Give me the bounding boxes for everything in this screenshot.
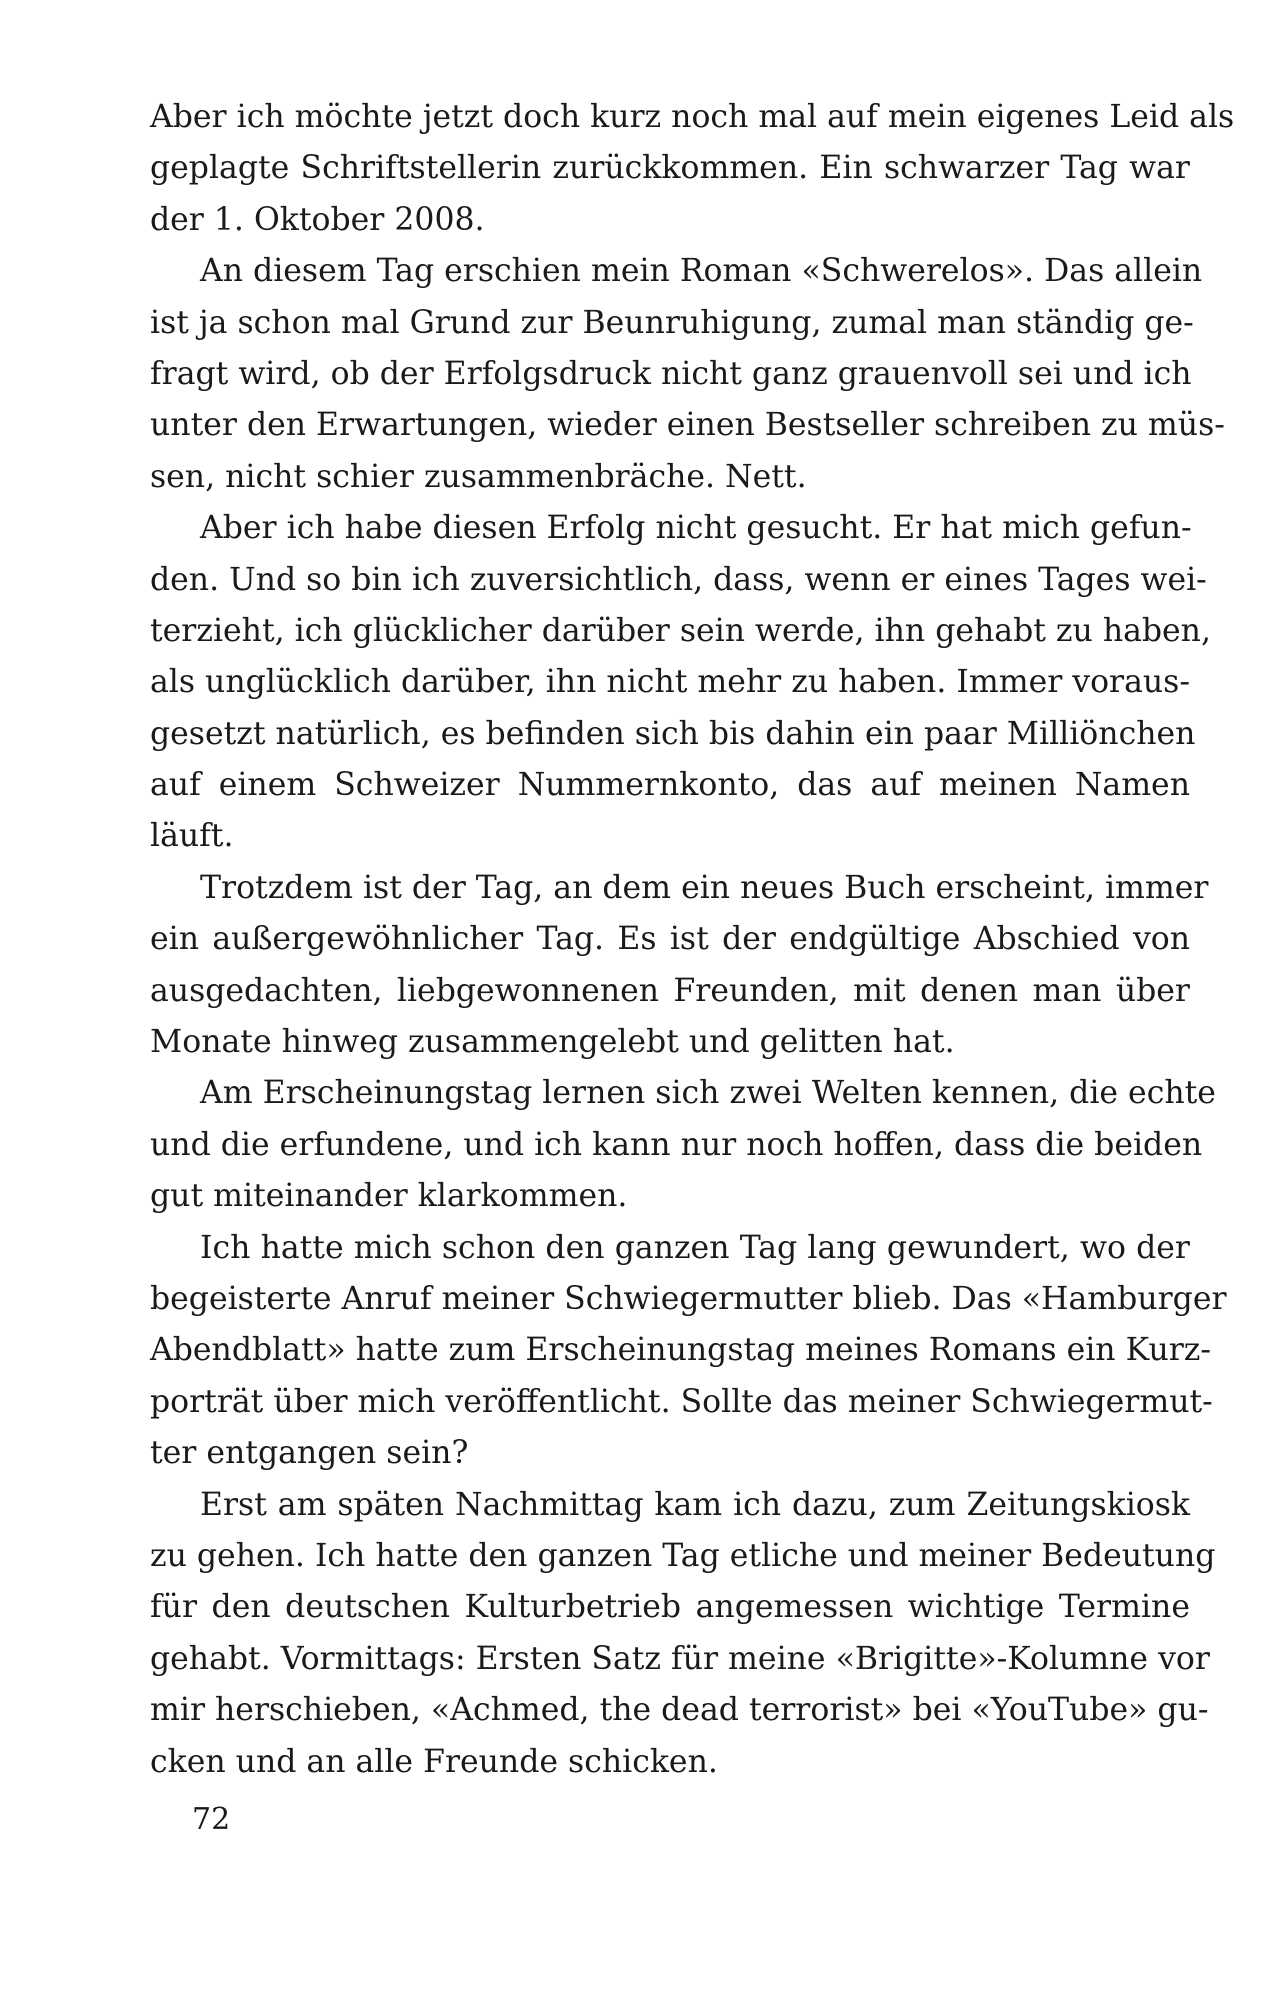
text-line: cken und an alle Freunde schicken. — [150, 1743, 718, 1780]
text-line: läuft. — [150, 818, 234, 855]
text-line: Trotzdem ist der Tag, an dem ein neues Buch erscheint, immer — [200, 869, 1209, 906]
text-line: geplagte Schriftstellerin zurückkommen. Ein schwarzer Tag war — [150, 150, 1190, 187]
text-line: fragt wird, ob der Erfolgsdruck nicht ganz grauenvoll sei und ich — [150, 355, 1192, 392]
paragraph — [150, 1068, 1216, 1222]
text-line: Erst am späten Nachmittag kam ich dazu, zum Zeitungskiosk — [200, 1486, 1190, 1523]
page-number: 72 — [192, 1802, 231, 1837]
text-line: mir herschieben, «Achmed, the dead terrorist» bei «YouTube» gu- — [150, 1692, 1209, 1729]
text-line: ist ja schon mal Grund zur Beunruhigung, zumal man ständig ge- — [150, 304, 1194, 341]
paragraph — [150, 1480, 1216, 1788]
text-line: Abendblatt» hatte zum Erscheinungstag meines Romans ein Kurz- — [150, 1332, 1212, 1369]
text-line: für den deutschen Kulturbetrieb angemessen wichtige Termine — [150, 1589, 1190, 1626]
text-line: begeisterte Anruf meiner Schwiegermutter blieb. Das «Hamburger — [150, 1280, 1227, 1317]
text-line: unter den Erwartungen, wieder einen Bestseller schreiben zu müs- — [150, 407, 1225, 444]
text-line: als unglücklich darüber, ihn nicht mehr zu haben. Immer voraus- — [150, 664, 1190, 701]
text-line: Ich hatte mich schon den ganzen Tag lang gewundert, wo der — [200, 1229, 1190, 1266]
text-line: Aber ich habe diesen Erfolg nicht gesucht. Er hat mich gefun- — [200, 510, 1192, 547]
text-line: auf einem Schweizer Nummernkonto, das auf meinen Namen — [150, 767, 1190, 804]
paragraph — [150, 1223, 1227, 1480]
text-line: An diesem Tag erschien mein Roman «Schwerelos». Das allein — [200, 253, 1203, 290]
text-line: den. Und so bin ich zuversichtlich, dass, wenn er eines Tages wei- — [150, 561, 1207, 598]
text-line: ein außergewöhnlicher Tag. Es ist der endgültige Abschied von — [150, 921, 1190, 958]
paragraph — [150, 92, 1235, 246]
text-line: gesetzt natürlich, es befinden sich bis dahin ein paar Milliönchen — [150, 715, 1196, 752]
paragraph — [150, 863, 1209, 1069]
text-line: der 1. Oktober 2008. — [150, 201, 485, 238]
text-line: Aber ich möchte jetzt doch kurz noch mal auf mein eigenes Leid als — [150, 99, 1235, 135]
text-line: sen, nicht schier zusammenbräche. Nett. — [150, 458, 807, 495]
body-text — [150, 92, 1235, 1788]
text-line: und die erfundene, und ich kann nur noch hoffen, dass die beiden — [150, 1126, 1203, 1163]
text-line: Monate hinweg zusammengelebt und gelitten hat. — [150, 1024, 955, 1061]
text-line: ter entgangen sein? — [150, 1435, 469, 1472]
text-line: zu gehen. Ich hatte den ganzen Tag etliche und meiner Bedeutung — [150, 1537, 1216, 1574]
text-line: Am Erscheinungstag lernen sich zwei Welten kennen, die echte — [200, 1075, 1216, 1112]
paragraph — [150, 246, 1225, 503]
paragraph — [150, 503, 1211, 863]
text-line: terzieht, ich glücklicher darüber sein werde, ihn gehabt zu haben, — [150, 612, 1211, 649]
text-line: gut miteinander klarkommen. — [150, 1178, 628, 1215]
text-line: ausgedachten, liebgewonnenen Freunden, mit denen man über — [150, 972, 1190, 1009]
text-line: gehabt. Vormittags: Ersten Satz für meine «Brigitte»-Kolumne vor — [150, 1640, 1210, 1677]
text-line: porträt über mich veröffentlicht. Sollte das meiner Schwiegermut- — [150, 1383, 1213, 1420]
